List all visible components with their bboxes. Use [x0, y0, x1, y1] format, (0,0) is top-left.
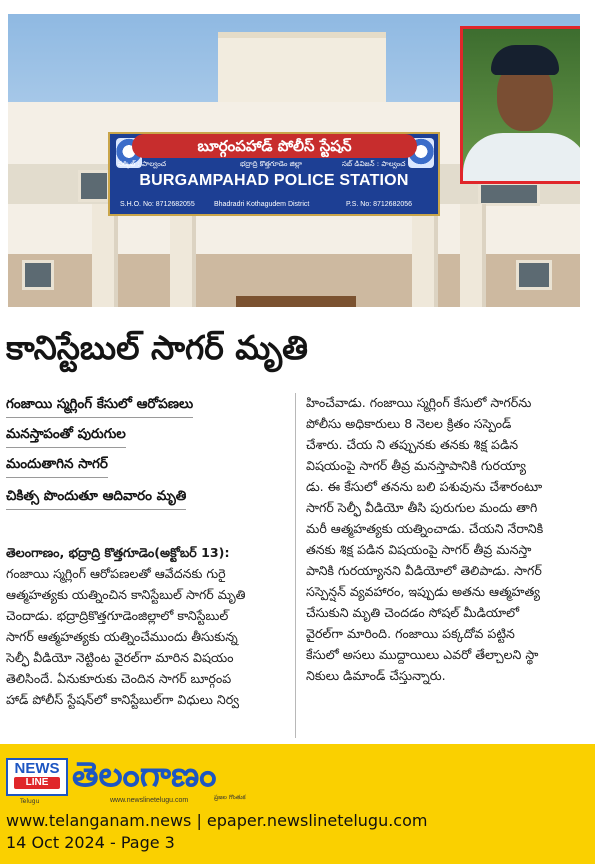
footer-date-page: 14 Oct 2024 - Page 3	[6, 833, 175, 852]
pillar	[412, 204, 438, 307]
portrait-shirt	[463, 133, 580, 184]
subhead: చికిత్స పొందుతూ ఆదివారం మృతి	[6, 488, 186, 510]
body-line: హాడ్ పోలీస్ స్టేషన్‌లో కానిస్టేబుల్‌గా విధులు నిర్వ	[6, 692, 239, 707]
body-line: చేసుకుని మృతి చెందడం సోషల్ మీడియాలో	[306, 605, 520, 620]
brand-website: www.newslinetelugu.com	[110, 797, 189, 804]
article-headline: కానిస్టేబుల్ సాగర్ మృతి	[6, 328, 308, 367]
signboard-district-telugu: భద్రాద్రి కొత్తగూడెం జిల్లా	[240, 160, 303, 168]
news-photo	[8, 14, 580, 307]
signboard-english-name: BURGAMPAHAD POLICE STATION	[139, 172, 409, 189]
building-tower	[218, 32, 386, 108]
body-line: సాగర్ సెల్ఫీ వీడియో తీసి పురుగుల మందు తాగి	[306, 500, 538, 515]
body-line: మరీ ఆత్మహత్యకు యత్నించాడు. చేయని నేరానికి	[306, 521, 544, 536]
signboard-sho-phone: S.H.O. No: 8712682055	[120, 201, 195, 208]
body-line: డు. ఈ కేసులో తనను బలి పశువును చేశారంటూ	[306, 479, 543, 494]
body-line: హించేవాడు. గంజాయి స్మగ్లింగ్ కేసులో సాగర్‌ను	[306, 395, 532, 410]
station-door	[236, 296, 356, 307]
window	[78, 170, 110, 202]
body-line: కేసులో అసలు ముద్దాయిలు ఎవరో తేల్చాలని స్థా	[306, 647, 539, 662]
footer-banner	[0, 744, 595, 864]
body-line: పోలీసు అధికారులు 8 నెలల క్రితం సస్పెండ్	[306, 416, 512, 431]
footer-links[interactable]: www.telanganam.news | epaper.newslinetelugu.com	[6, 811, 428, 830]
window	[516, 260, 552, 290]
signboard-ps-phone: P.S. No: 8712682056	[346, 201, 413, 208]
signboard-district-english: Bhadradri Kothagudem District	[214, 201, 310, 208]
body-line: వైరల్‌గా మారింది. గంజాయి పక్కదోవ పట్టిన	[306, 626, 515, 641]
signboard-telugu-name: బూర్గంపహాడ్ పోలీస్ స్టేషన్	[132, 134, 417, 158]
logo-language: Telugu	[20, 798, 40, 805]
article-dateline: తెలంగాణం, భద్రాద్రి కొత్తగూడెం(అక్టోబర్ 13):	[6, 545, 230, 560]
body-line: తనకు శిక్ష పడిన విషయంపై సాగర్ తీవ్ర మనస్తా	[306, 542, 532, 557]
pillar	[460, 204, 486, 307]
body-line: పానికి గురయ్యానని వీడియోలో తెలిపాడు. సాగర్	[306, 563, 542, 578]
column-divider	[295, 393, 296, 738]
body-line: చెందాడు. భద్రాద్రికొత్తగూడెంజిల్లాలో కానిస్టేబుల్	[6, 608, 229, 623]
portrait-cap	[491, 45, 559, 75]
body-line: గంజాయి స్మగ్లింగ్ ఆరోపణలతో ఆవేదనకు గురై	[6, 566, 226, 581]
window	[22, 260, 54, 290]
body-line: సస్పెన్షన్ వ్యవహారం, ఇప్పుడు అతను ఆత్మహత్య	[306, 584, 541, 599]
logo-news-text: NEWS	[14, 760, 60, 777]
body-line: చేశారు. చేయ ని తప్పునకు తనకు శిక్ష పడిన	[306, 437, 519, 452]
subhead: మందుతాగిన సాగర్	[6, 456, 108, 478]
body-line: సాగర్ ఆత్మహత్యకు యత్నించేముందు తీసుకున్న	[6, 629, 238, 644]
brand-tagline: ప్రజల గొంతుక	[214, 794, 246, 801]
window	[478, 182, 540, 206]
inset-portrait	[460, 26, 580, 184]
body-line: తెలిసిందే. ఏనుకూరుకు చెందిన సాగర్ బూర్గంప	[6, 671, 232, 686]
signboard-circle: సర్కిల్ : పాల్వంచ	[118, 160, 167, 168]
newsline-logo	[6, 758, 68, 796]
pillar	[92, 204, 118, 307]
subhead: గంజాయి స్మగ్లింగ్ కేసులో ఆరోపణలు	[6, 396, 193, 418]
article-body-right	[306, 392, 586, 686]
telanganam-brand: తెలంగాణం	[72, 755, 217, 795]
body-line: సెల్ఫీ వీడియో నెట్టింట వైరల్‌గా మారిన విషయం	[6, 650, 234, 665]
pillar	[170, 204, 196, 307]
signboard-subdivision: సబ్ డివిజన్ : పాల్వంచ	[342, 160, 406, 168]
logo-line-text: LINE	[14, 777, 60, 789]
police-station-signboard	[108, 132, 440, 216]
body-line: నికులు డిమాండ్ చేస్తున్నారు.	[306, 668, 446, 683]
article-body-left	[6, 542, 284, 710]
subhead: మనస్తాపంతో పురుగుల	[6, 426, 126, 448]
body-line: విషయంపై సాగర్ తీవ్ర మనస్తాపానికి గురయ్యా	[306, 458, 527, 473]
body-line: ఆత్మహత్యకు యత్నించిన కానిస్టేబుల్ సాగర్ మృతి	[6, 587, 246, 602]
